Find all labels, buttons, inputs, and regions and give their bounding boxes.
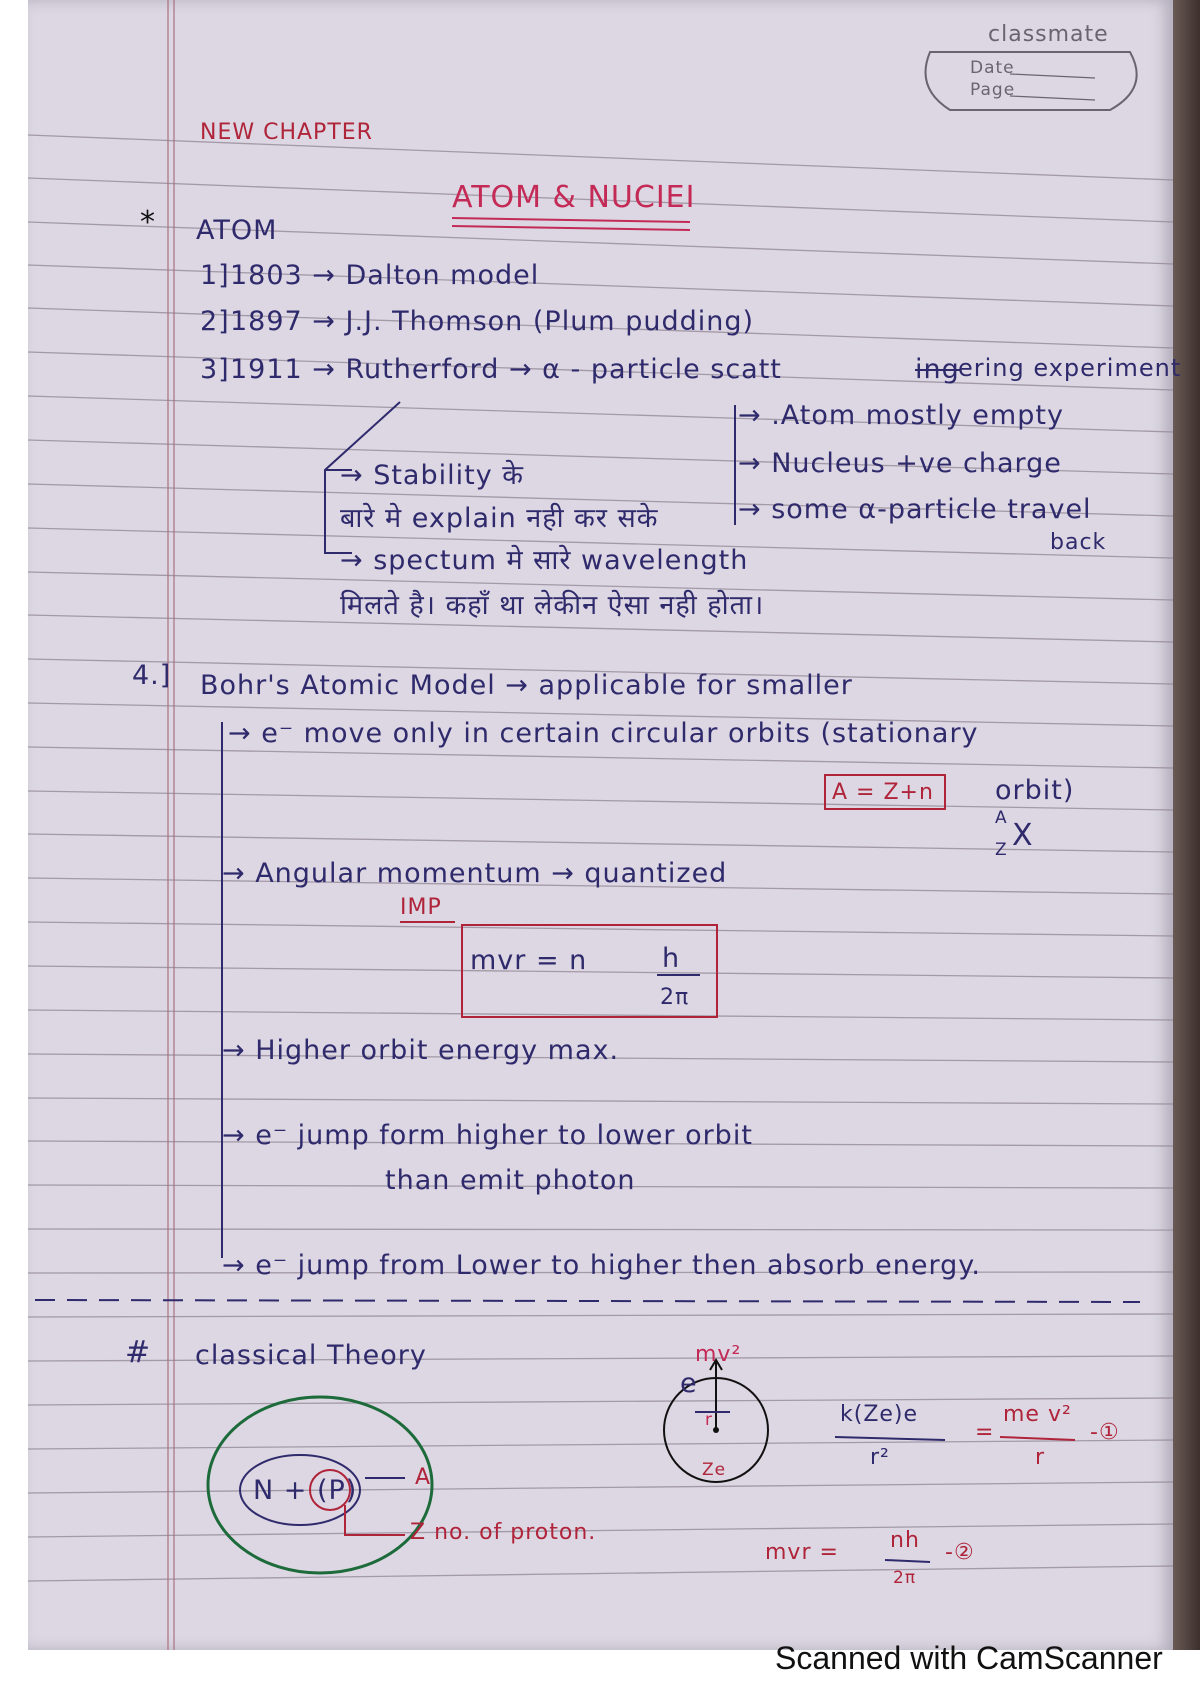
model-num-1: 1]: [200, 260, 230, 291]
eq1-rhs-numerator: me v²: [1003, 1402, 1072, 1427]
bohr-point-absorb: → e⁻ jump from Lower to higher then absorb energy.: [222, 1250, 981, 1281]
model-text-2: 1897 → J.J. Thomson (Plum pudding): [230, 306, 755, 337]
model-text-1: 1803 → Dalton model: [230, 260, 540, 291]
bohr-point-angular: → Angular momentum → quantized: [222, 858, 728, 889]
result-travel: → some α-particle travel: [738, 494, 1092, 525]
nuclide-z: Z: [995, 840, 1008, 860]
nucleus-label: N + (P): [253, 1475, 358, 1506]
orbit-ze: Ze: [702, 1460, 727, 1480]
classical-heading: classical Theory: [195, 1340, 427, 1371]
eq2-denominator: 2π: [893, 1568, 917, 1588]
formula-a-box: A = Z+n: [832, 780, 934, 805]
mvr-formula: mvr = n: [470, 945, 588, 976]
imp-label: IMP: [400, 895, 442, 920]
bohr-point-emit-cont: than emit photon: [385, 1165, 636, 1196]
result-back: back: [1050, 530, 1107, 555]
mvr-h: h: [662, 943, 681, 974]
orbit-e-label: e: [680, 1368, 698, 1399]
model-text-3-end: ering experiment: [958, 354, 1182, 382]
brand-logo: classmate: [988, 22, 1109, 47]
bohr-point-orbits-cont: orbit): [995, 775, 1075, 806]
eq1-rhs-denominator: r: [1035, 1445, 1046, 1470]
scanner-watermark: Scanned with CamScanner: [775, 1640, 1163, 1676]
result-empty: → .Atom mostly empty: [738, 400, 1064, 431]
eq1-tag: -①: [1090, 1420, 1120, 1445]
page-label: Page: [970, 80, 1016, 100]
eq2-tag: -②: [945, 1540, 975, 1565]
limitation-spectrum: → spectum मे सारे wavelength: [340, 545, 749, 576]
chapter-title: ATOM & NUCIEI: [452, 180, 696, 215]
bohr-point-emit: → e⁻ jump form higher to lower orbit: [222, 1120, 753, 1151]
label-a: A: [415, 1465, 432, 1490]
model-num-2: 2]: [200, 306, 230, 337]
bohr-point-energy: → Higher orbit energy max.: [222, 1035, 620, 1066]
limitation-wavelength: मिलते है। कहाँ था लेकीन ऐसा नही होता।: [340, 590, 765, 621]
model-text-3: 1911 → Rutherford → α - particle scatt: [230, 354, 782, 385]
bohr-heading: Bohr's Atomic Model → applicable for smaller: [200, 670, 853, 701]
new-chapter-label: NEW CHAPTER: [200, 120, 373, 145]
struck-text: ing: [915, 354, 960, 385]
date-label: Date: [970, 58, 1015, 78]
label-z-proton: Z no. of proton.: [410, 1520, 597, 1545]
eq2-lhs: mvr =: [765, 1540, 839, 1565]
eq1-denominator: r²: [870, 1445, 890, 1470]
hash-bullet: #: [125, 1335, 152, 1370]
nuclide-x: X: [1012, 818, 1034, 853]
bohr-num: 4.]: [132, 660, 172, 691]
mvr-2pi: 2π: [660, 985, 690, 1010]
atom-heading: ATOM: [196, 215, 278, 246]
nuclide-a: A: [995, 808, 1008, 828]
star-bullet: *: [140, 205, 156, 240]
limitation-explain: बारे मे explain नही कर सके: [340, 503, 659, 534]
orbit-r: r: [705, 1410, 713, 1430]
result-charge: → Nucleus +ve charge: [738, 448, 1062, 479]
bohr-point-orbits: → e⁻ move only in certain circular orbits (stationary: [228, 718, 979, 749]
eq2-numerator: nh: [890, 1528, 920, 1553]
eq1-equals: =: [975, 1420, 995, 1445]
orbit-mv2: mv²: [695, 1342, 742, 1367]
model-num-3: 3]: [200, 354, 230, 385]
limitation-stability: → Stability के: [340, 460, 525, 491]
eq1-numerator: k(Ze)e: [840, 1402, 919, 1427]
